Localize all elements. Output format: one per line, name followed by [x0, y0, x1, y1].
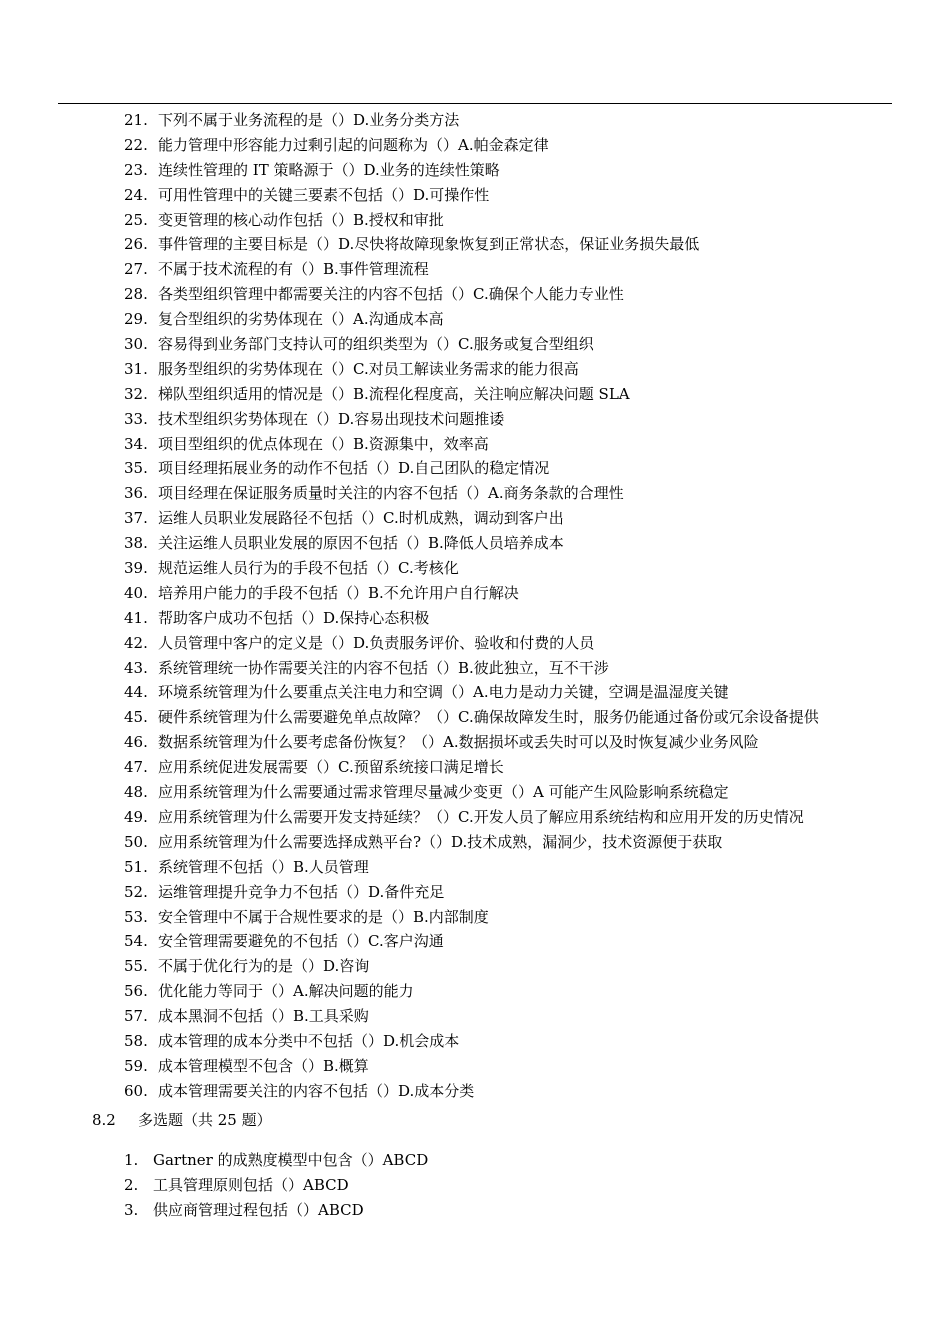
list-item	[0, 954, 950, 979]
item-number: 33.	[124, 409, 148, 428]
item-number: 52.	[124, 882, 148, 901]
list-item	[0, 905, 950, 930]
item-number: 42.	[124, 633, 148, 652]
item-text: 成本管理模型不包含（）B.概算	[158, 1056, 369, 1075]
item-text: 优化能力等同于（）A.解决问题的能力	[158, 982, 414, 1001]
item-number: 31.	[124, 359, 148, 378]
item-text: 成本管理的成本分类中不包括（）D.机会成本	[158, 1031, 460, 1050]
item-number: 58.	[124, 1031, 148, 1050]
item-text: 硬件系统管理为什么需要避免单点故障？（）C.确保故障发生时，服务仍能通过备份或冗余设备提供	[158, 708, 819, 727]
item-number: 41.	[124, 608, 148, 627]
list-item	[0, 1054, 950, 1079]
item-text: Gartner 的成熟度模型中包含（）ABCD	[153, 1151, 429, 1169]
item-number: 51.	[124, 857, 148, 876]
item-text: 成本管理需要关注的内容不包括（）D.成本分类	[158, 1081, 475, 1100]
item-number: 40.	[124, 583, 148, 602]
item-number: 35.	[124, 459, 148, 478]
item-number: 2.	[124, 1175, 139, 1194]
item-number: 32.	[124, 384, 148, 403]
item-number: 43.	[124, 658, 148, 677]
list-item	[0, 606, 950, 631]
list-item	[0, 307, 950, 332]
item-text: 供应商管理过程包括（）ABCD	[153, 1200, 364, 1219]
item-number: 34.	[124, 434, 148, 453]
list-item	[0, 183, 950, 208]
item-text: 应用系统管理为什么需要通过需求管理尽量减少变更（）A 可能产生风险影响系统稳定	[158, 783, 729, 802]
item-text: 复合型组织的劣势体现在（）A.沟通成本高	[158, 310, 444, 329]
item-text: 不属于优化行为的是（）D.咨询	[158, 957, 370, 976]
item-number: 56.	[124, 982, 148, 1001]
item-number: 26.	[124, 235, 148, 254]
item-text: 安全管理中不属于合规性要求的是（）B.内部制度	[158, 907, 489, 926]
item-text: 连续性管理的 IT 策略源于（）D.业务的连续性策略	[158, 160, 500, 179]
list-item	[0, 556, 950, 581]
item-number: 28.	[124, 285, 148, 304]
item-text: 项目经理在保证服务质量时关注的内容不包括（）A.商务条款的合理性	[158, 484, 624, 503]
item-number: 37.	[124, 509, 148, 528]
item-text: 下列不属于业务流程的是（）D.业务分类方法	[158, 111, 460, 129]
item-number: 53.	[124, 907, 148, 926]
list-item	[0, 133, 950, 158]
item-text: 项目经理拓展业务的动作不包括（）D.自己团队的稳定情况	[158, 459, 550, 478]
header-rule	[58, 103, 892, 104]
section-heading	[0, 1108, 950, 1132]
list-item	[0, 282, 950, 307]
item-number: 22.	[124, 135, 148, 154]
item-text: 环境系统管理为什么要重点关注电力和空调（）A.电力是动力关键，空调是温湿度关键	[158, 683, 729, 702]
item-number: 46.	[124, 733, 148, 752]
item-text: 应用系统管理为什么需要开发支持延续？（）C.开发人员了解应用系统结构和应用开发的历史情况	[158, 807, 804, 826]
list-item	[0, 332, 950, 357]
item-number: 3.	[124, 1200, 139, 1219]
list-item	[0, 705, 950, 730]
item-number: 25.	[124, 210, 148, 229]
list-item	[0, 1173, 950, 1198]
item-text: 容易得到业务部门支持认可的组织类型为（）C.服务或复合型组织	[158, 335, 594, 354]
item-text: 服务型组织的劣势体现在（）C.对员工解读业务需求的能力很高	[158, 359, 579, 378]
item-text: 能力管理中形容能力过剩引起的问题称为（）A.帕金森定律	[158, 135, 549, 154]
list-item	[0, 730, 950, 755]
list-item	[0, 929, 950, 954]
item-number: 48.	[124, 783, 148, 802]
list-item	[0, 108, 950, 133]
item-number: 59.	[124, 1056, 148, 1075]
list-item	[0, 407, 950, 432]
list-item	[0, 1004, 950, 1029]
list-item	[0, 456, 950, 481]
item-text: 各类型组织管理中都需要关注的内容不包括（）C.确保个人能力专业性	[158, 285, 624, 304]
item-number: 50.	[124, 832, 148, 851]
item-number: 57.	[124, 1007, 148, 1026]
item-number: 39.	[124, 559, 148, 578]
single-choice-list	[0, 108, 950, 1104]
item-text: 不属于技术流程的有（）B.事件管理流程	[158, 260, 429, 279]
list-item	[0, 257, 950, 282]
item-number: 49.	[124, 807, 148, 826]
list-item	[0, 979, 950, 1004]
item-number: 47.	[124, 758, 148, 777]
item-text: 安全管理需要避免的不包括（）C.客户沟通	[158, 932, 444, 951]
item-number: 30.	[124, 335, 148, 354]
list-item	[0, 1198, 950, 1223]
item-text: 应用系统管理为什么需要选择成熟平台?（）D.技术成熟，漏洞少，技术资源便于获取	[158, 832, 723, 851]
item-text: 成本黑洞不包括（）B.工具采购	[158, 1007, 369, 1026]
list-item	[0, 1079, 950, 1104]
list-item	[0, 805, 950, 830]
item-text: 系统管理统一协作需要关注的内容不包括（）B.彼此独立，互不干涉	[158, 658, 609, 677]
list-item	[0, 357, 950, 382]
item-text: 运维管理提升竞争力不包括（）D.备件充足	[158, 882, 445, 901]
list-item	[0, 232, 950, 257]
item-text: 运维人员职业发展路径不包括（）C.时机成熟，调动到客户出	[158, 509, 564, 528]
list-item	[0, 656, 950, 681]
list-item	[0, 158, 950, 183]
list-item	[0, 880, 950, 905]
list-item	[0, 432, 950, 457]
item-text: 人员管理中客户的定义是（）D.负责服务评价、验收和付费的人员	[158, 633, 595, 652]
item-text: 事件管理的主要目标是（）D.尽快将故障现象恢复到正常状态，保证业务损失最低	[158, 235, 700, 254]
item-number: 24.	[124, 185, 148, 204]
item-text: 项目型组织的优点体现在（）B.资源集中，效率高	[158, 434, 489, 453]
list-item	[0, 1148, 950, 1173]
list-item	[0, 531, 950, 556]
item-number: 36.	[124, 484, 148, 503]
item-text: 数据系统管理为什么要考虑备份恢复？（）A.数据损坏或丢失时可以及时恢复减少业务风险	[158, 733, 759, 752]
list-item	[0, 382, 950, 407]
list-item	[0, 855, 950, 880]
item-text: 变更管理的核心动作包括（）B.授权和审批	[158, 210, 444, 229]
list-item	[0, 481, 950, 506]
section-number: 8.2	[92, 1111, 116, 1129]
list-item	[0, 830, 950, 855]
item-text: 规范运维人员行为的手段不包括（）C.考核化	[158, 559, 459, 578]
section-title: 多选题（共 25 题）	[138, 1111, 272, 1129]
list-item	[0, 780, 950, 805]
list-item	[0, 506, 950, 531]
item-number: 60.	[124, 1081, 148, 1100]
item-number: 44.	[124, 683, 148, 702]
item-number: 27.	[124, 260, 148, 279]
item-text: 应用系统促进发展需要（）C.预留系统接口满足增长	[158, 758, 504, 777]
item-text: 系统管理不包括（）B.人员管理	[158, 857, 369, 876]
item-text: 关注运维人员职业发展的原因不包括（）B.降低人员培养成本	[158, 534, 564, 553]
item-number: 55.	[124, 957, 148, 976]
item-number: 54.	[124, 932, 148, 951]
item-text: 梯队型组织适用的情况是（）B.流程化程度高，关注响应解决问题 SLA	[158, 384, 630, 403]
list-item	[0, 755, 950, 780]
list-item	[0, 1029, 950, 1054]
item-text: 可用性管理中的关键三要素不包括（）D.可操作性	[158, 185, 490, 204]
item-text: 培养用户能力的手段不包括（）B.不允许用户自行解决	[158, 583, 519, 602]
list-item	[0, 680, 950, 705]
item-number: 1.	[124, 1151, 139, 1169]
item-number: 21.	[124, 111, 148, 129]
list-item	[0, 208, 950, 233]
list-item	[0, 581, 950, 606]
item-text: 技术型组织劣势体现在（）D.容易出现技术问题推诿	[158, 409, 505, 428]
item-number: 45.	[124, 708, 148, 727]
list-item	[0, 631, 950, 656]
item-number: 29.	[124, 310, 148, 329]
item-number: 23.	[124, 160, 148, 179]
item-number: 38.	[124, 534, 148, 553]
item-text: 工具管理原则包括（）ABCD	[153, 1175, 349, 1194]
item-text: 帮助客户成功不包括（）D.保持心态积极	[158, 608, 430, 627]
multi-choice-list	[0, 1148, 950, 1223]
